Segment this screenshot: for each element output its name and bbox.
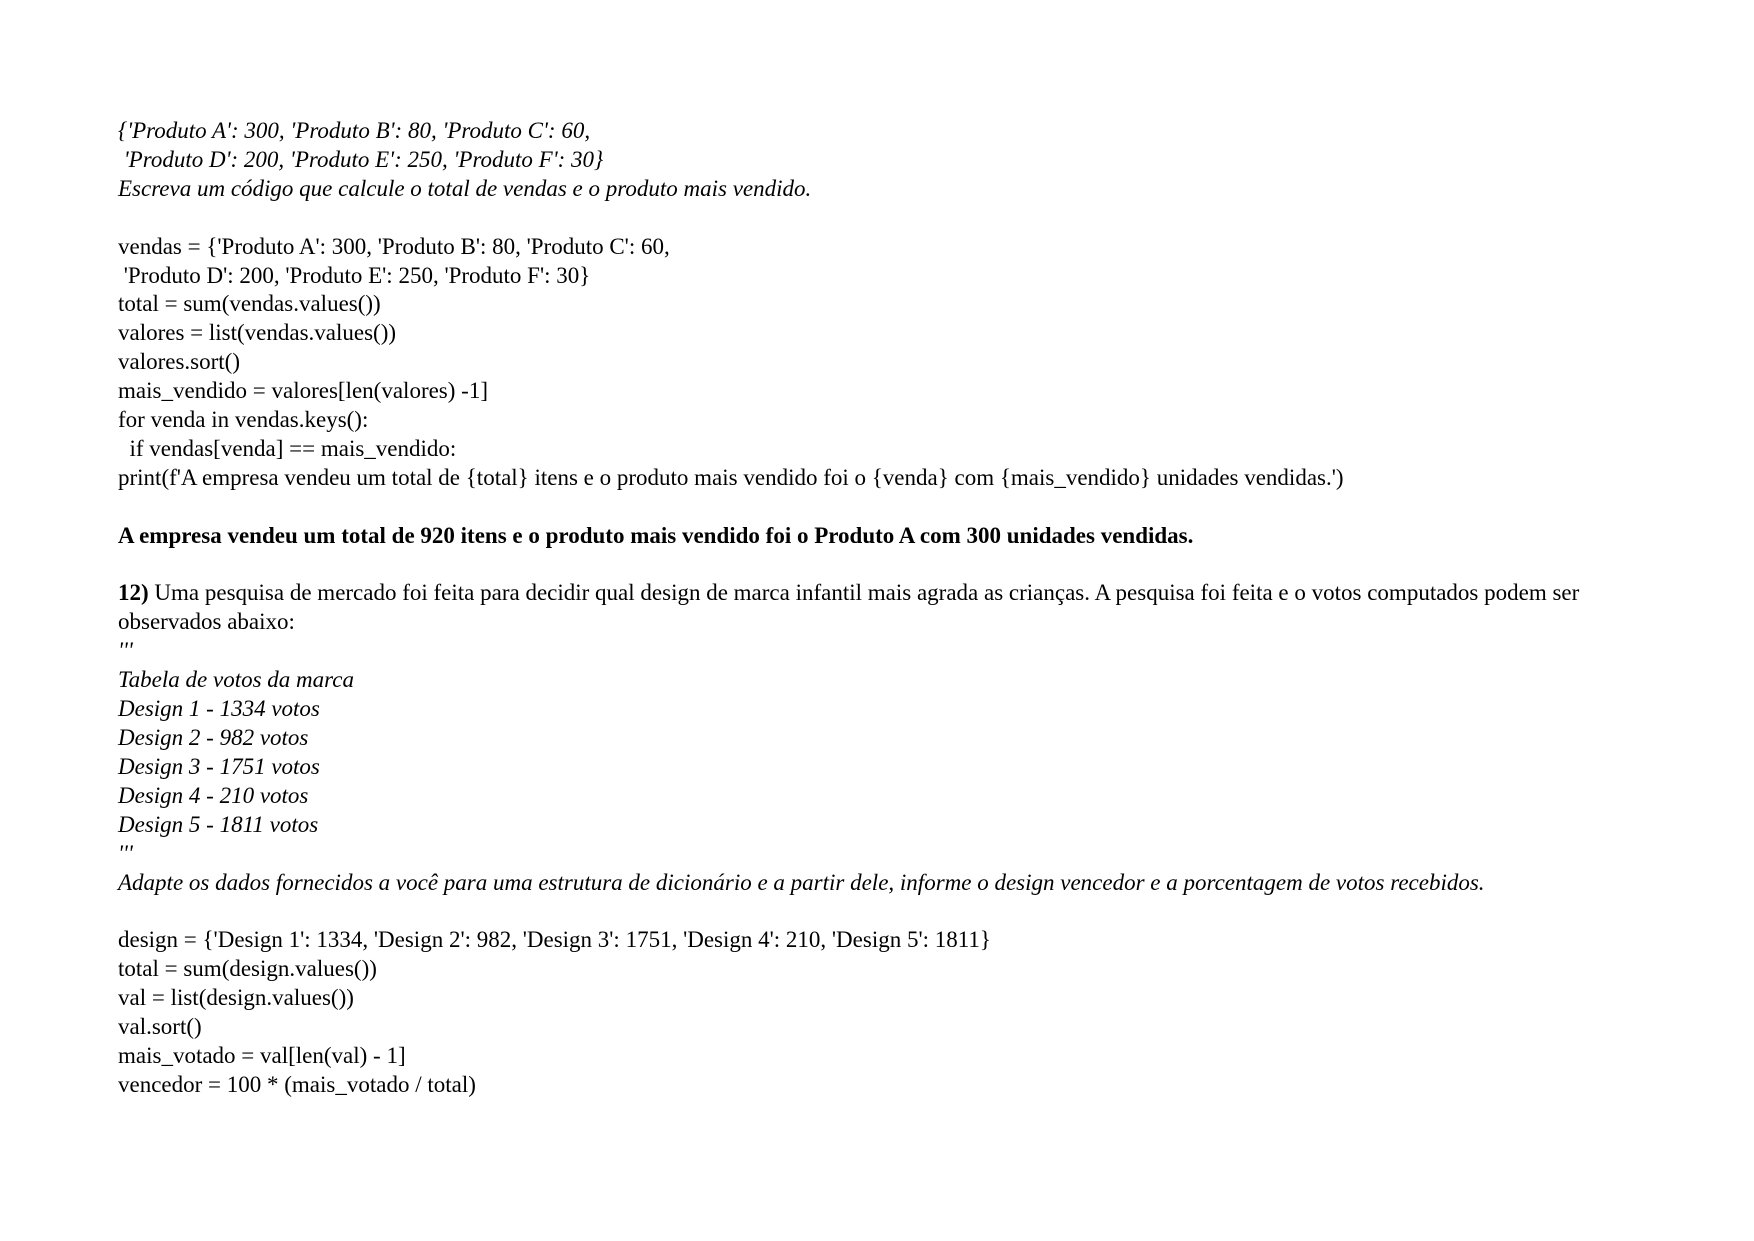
code-line: mais_vendido = valores[len(valores) -1] [118,378,488,404]
code-block-design [118,926,1678,1099]
vote-line: Design 1 - 1334 votos [118,696,320,722]
question-number: 12) [118,580,149,606]
code-line: vendas = {'Produto A': 300, 'Produto B': 80, 'Produto C': 60, [118,233,670,259]
code-line: vencedor = 100 * (mais_votado / total) [118,1071,476,1097]
instruction-line: Adapte os dados fornecidos a você para uma estrutura de dicionário e a partir dele, informe o design vencedor e a porcentagem de votos recebidos. [118,869,1485,895]
vote-line: Design 4 - 210 votos [118,782,309,808]
docstring-delimiter: ''' [118,638,133,664]
question-12 [118,579,1678,637]
vote-line: Design 5 - 1811 votos [118,811,319,837]
code-line: design = {'Design 1': 1334, 'Design 2': 982, 'Design 3': 1751, 'Design 4': 210, 'Design 5': 1811} [118,927,991,953]
code-line: total = sum(design.values()) [118,956,377,982]
vote-table-block [118,637,1678,897]
document-page [118,117,1678,1100]
output-result: A empresa vendeu um total de 920 itens e o produto mais vendido foi o Produto A com 300 unidades vendidas. [118,522,1194,548]
code-line: 'Produto D': 200, 'Produto E': 250, 'Produto F': 30} [118,262,591,288]
spacer [118,204,1678,233]
code-line: print(f'A empresa vendeu um total de {total} itens e o produto mais vendido foi o {venda} com {mais_vendido} unidades vendidas.') [118,464,1344,490]
code-line: if vendas[venda] == mais_vendido: [118,435,457,461]
code-line: valores.sort() [118,349,240,375]
vote-line: Design 2 - 982 votos [118,724,309,750]
vote-line: Design 3 - 1751 votos [118,753,320,779]
code-line: val.sort() [118,1014,202,1040]
code-line: val = list(design.values()) [118,985,354,1011]
code-block-vendas [118,233,1678,493]
spacer [118,551,1678,580]
spacer [118,897,1678,926]
code-line: for venda in vendas.keys(): [118,407,369,433]
docstring-delimiter: ''' [118,840,133,866]
code-line: mais_votado = val[len(val) - 1] [118,1042,406,1068]
prompt-line: Escreva um código que calcule o total de vendas e o produto mais vendido. [118,175,812,201]
question-text: Uma pesquisa de mercado foi feita para decidir qual design de marca infantil mais agrada as crianças. A pesquisa foi feita e o votos computados podem ser observados abaixo: [118,580,1580,635]
exercise-prompt-block [118,117,1678,204]
prompt-line: 'Produto D': 200, 'Produto E': 250, 'Produto F': 30} [118,146,604,172]
table-title: Tabela de votos da marca [118,667,354,693]
prompt-line: {'Produto A': 300, 'Produto B': 80, 'Produto C': 60, [118,118,591,143]
code-line: valores = list(vendas.values()) [118,320,397,346]
spacer [118,493,1678,522]
code-line: total = sum(vendas.values()) [118,291,381,317]
